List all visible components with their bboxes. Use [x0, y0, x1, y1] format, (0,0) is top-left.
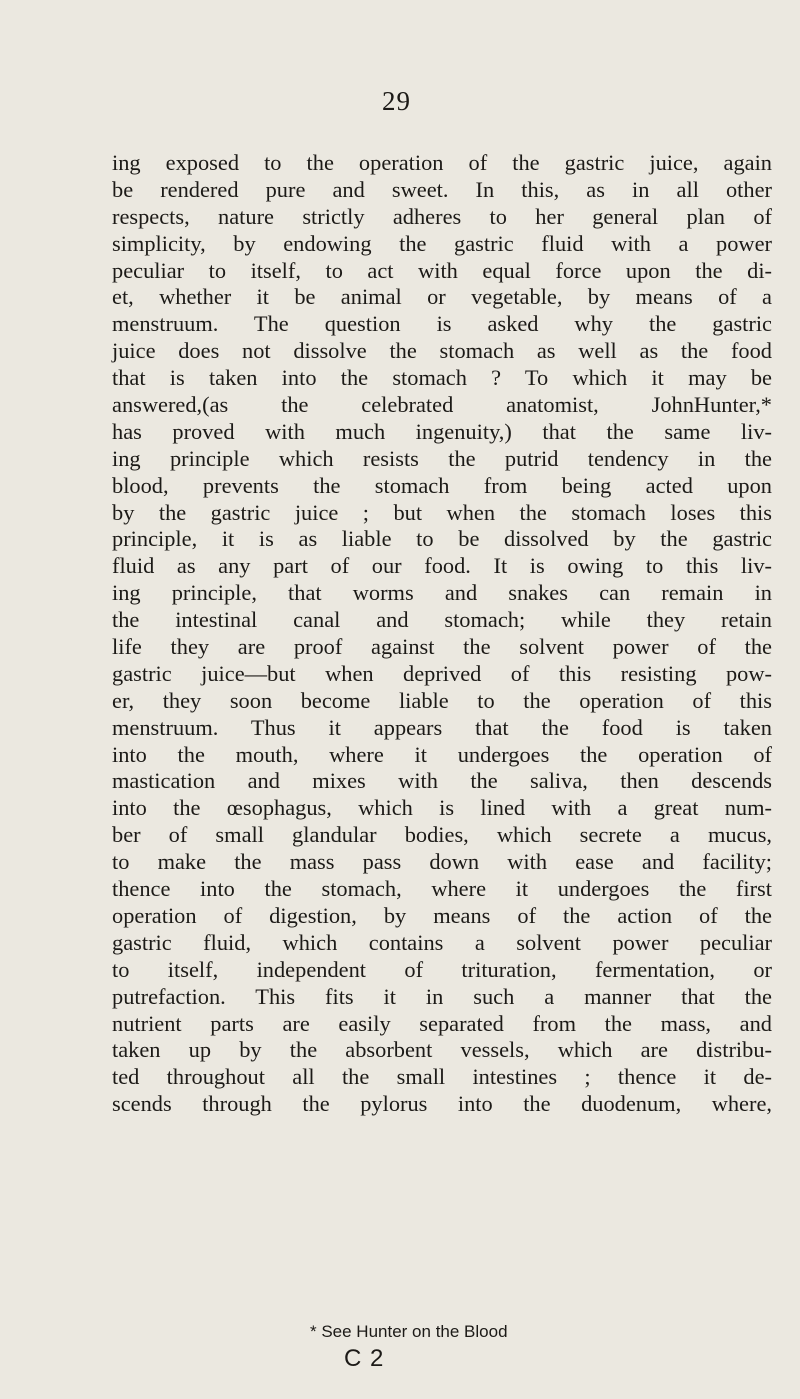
text-line: er, they soon become liable to the operation of this	[112, 687, 772, 713]
text-line: peculiar to itself, to act with equal force upon the di-	[112, 257, 772, 283]
text-line: ber of small glandular bodies, which secrete a mucus,	[112, 822, 772, 848]
text-line: et, whether it be animal or vegetable, by means of a	[112, 284, 772, 310]
text-line: life they are proof against the solvent power of the	[112, 634, 772, 660]
text-line: to itself, independent of trituration, fermentation, or	[112, 956, 772, 982]
footnote: * See Hunter on the Blood	[310, 1322, 508, 1341]
text-line: to make the mass pass down with ease and facility;	[112, 849, 772, 875]
text-line: that is taken into the stomach ? To which it may be	[112, 365, 772, 391]
text-line: principle, it is as liable to be dissolved by the gastric	[112, 526, 772, 552]
text-line: ing principle which resists the putrid tendency in the	[112, 445, 772, 471]
text-line: juice does not dissolve the stomach as well as the food	[112, 338, 772, 364]
text-line: the intestinal canal and stomach; while they retain	[112, 607, 772, 633]
text-line: menstruum. Thus it appears that the food is taken	[112, 714, 772, 740]
text-line: thence into the stomach, where it undergoes the first	[112, 876, 772, 902]
text-line: respects, nature strictly adheres to her general plan of	[112, 203, 772, 229]
text-line: blood, prevents the stomach from being acted upon	[112, 472, 772, 498]
text-line: gastric fluid, which contains a solvent power peculiar	[112, 929, 772, 955]
text-line: gastric juice—but when deprived of this resisting pow-	[112, 660, 772, 686]
text-line: putrefaction. This fits it in such a manner that the	[112, 983, 772, 1009]
text-line: be rendered pure and sweet. In this, as in all other	[112, 176, 772, 202]
text-line: operation of digestion, by means of the action of the	[112, 902, 772, 928]
text-line: has proved with much ingenuity,) that the same liv-	[112, 418, 772, 444]
text-line: ing exposed to the operation of the gastric juice, again	[112, 150, 772, 175]
text-line: into the mouth, where it undergoes the operation of	[112, 741, 772, 767]
text-line: taken up by the absorbent vessels, which are distribu-	[112, 1037, 772, 1063]
text-line: scends through the pylorus into the duodenum, where,	[112, 1091, 772, 1117]
body-text	[112, 150, 772, 1118]
text-line: simplicity, by endowing the gastric fluid with a power	[112, 230, 772, 256]
text-line: answered,(as the celebrated anatomist, JohnHunter,*	[112, 392, 772, 418]
text-line: fluid as any part of our food. It is owing to this liv-	[112, 553, 772, 579]
page-number: 29	[382, 86, 411, 116]
text-line: by the gastric juice ; but when the stomach loses this	[112, 499, 772, 525]
text-line: mastication and mixes with the saliva, then descends	[112, 768, 772, 794]
text-line: ing principle, that worms and snakes can remain in	[112, 580, 772, 606]
text-line: menstruum. The question is asked why the gastric	[112, 311, 772, 337]
text-line: nutrient parts are easily separated from the mass, and	[112, 1010, 772, 1036]
signature-mark: C 2	[344, 1345, 385, 1372]
text-line: into the œsophagus, which is lined with a great num-	[112, 795, 772, 821]
text-line: ted throughout all the small intestines ; thence it de-	[112, 1064, 772, 1090]
